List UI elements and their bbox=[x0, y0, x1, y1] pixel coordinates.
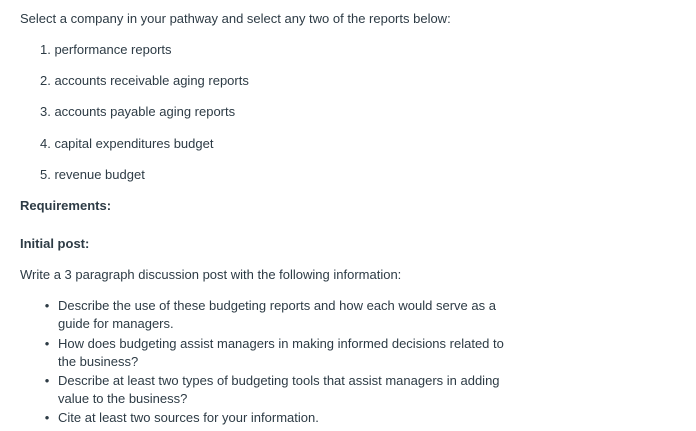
report-item: 5. revenue budget bbox=[40, 167, 145, 182]
bullet-icon: • bbox=[44, 336, 50, 351]
report-item: 3. accounts payable aging reports bbox=[40, 104, 236, 119]
bullet-text: Describe the use of these budgeting reports and how each would serve as a guide for managers. bbox=[58, 298, 496, 331]
bullet-icon: • bbox=[44, 373, 50, 388]
report-item: 1. performance reports bbox=[40, 42, 172, 57]
bullet-icon: • bbox=[44, 410, 50, 425]
bullet-text: How does budgeting assist managers in making informed decisions related to the business? bbox=[58, 336, 504, 369]
instruction-text: Write a 3 paragraph discussion post with the following information: bbox=[20, 267, 402, 282]
initial-post-heading: Initial post: bbox=[20, 236, 90, 251]
bullet-item bbox=[44, 335, 508, 371]
bullet-icon: • bbox=[44, 298, 50, 313]
bullet-item bbox=[44, 297, 508, 333]
bullet-item bbox=[44, 409, 508, 427]
intro-text: Select a company in your pathway and select any two of the reports below: bbox=[20, 11, 451, 26]
report-item: 2. accounts receivable aging reports bbox=[40, 73, 249, 88]
bullet-item bbox=[44, 372, 508, 408]
bullet-text: Cite at least two sources for your information. bbox=[58, 410, 319, 425]
report-item: 4. capital expenditures budget bbox=[40, 136, 214, 151]
requirements-heading: Requirements: bbox=[20, 198, 112, 213]
bullet-text: Describe at least two types of budgeting tools that assist managers in adding value to the business? bbox=[58, 373, 500, 406]
